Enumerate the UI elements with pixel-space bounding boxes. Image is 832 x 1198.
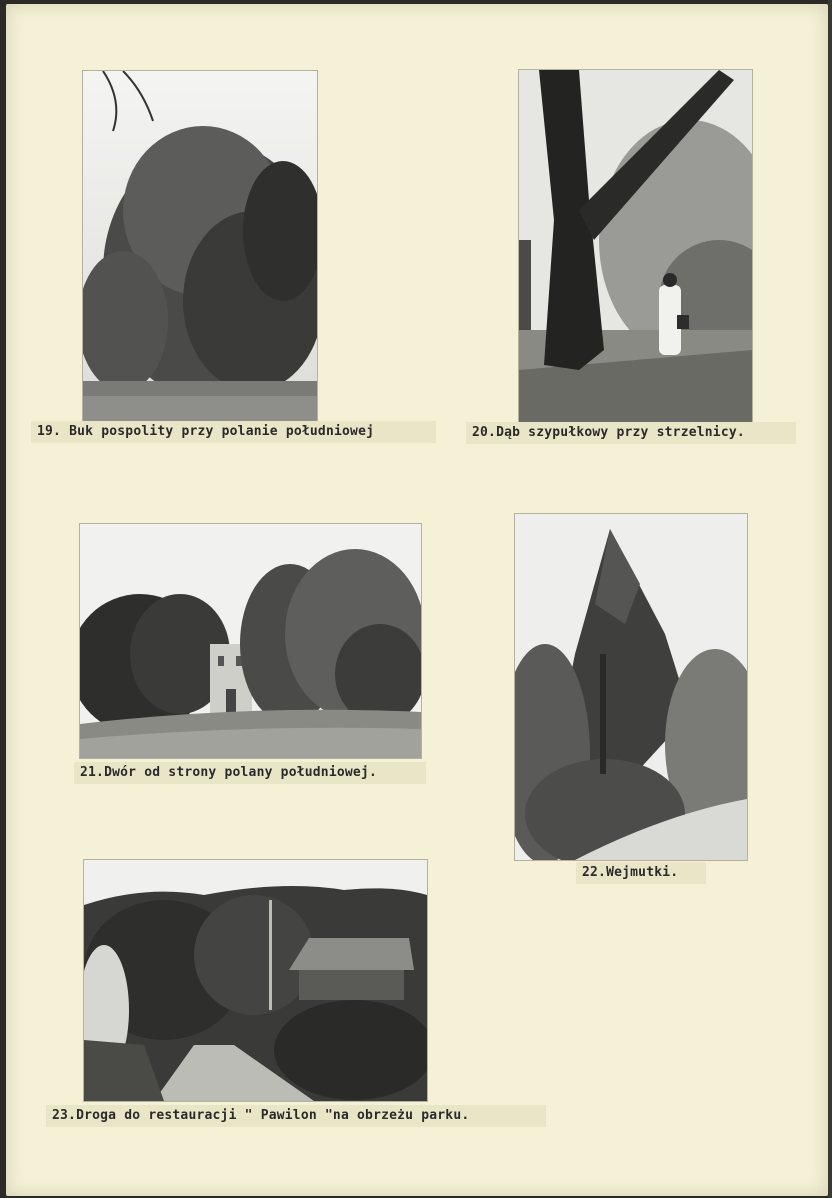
photo-20-oak-tree [519,70,752,424]
photo-23-road-pavilion [84,860,427,1101]
road-to-pavilion-photo-icon [84,860,427,1101]
page-edge [828,0,832,1198]
oak-tree-with-woman-photo-icon [519,70,752,424]
caption-19: 19. Buk pospolity przy polanie południowej [31,421,436,443]
white-pine-photo-icon [515,514,747,860]
photo-22-white-pine [515,514,747,860]
beech-tree-photo-icon [83,71,317,421]
caption-23: 23.Droga do restauracji " Pawilon "na obrzeżu parku. [46,1105,546,1127]
photo-19-beech-tree [83,71,317,421]
caption-21: 21.Dwór od strony polany południowej. [74,762,426,784]
photo-21-manor-house [80,524,421,758]
album-page [6,4,828,1196]
manor-house-meadow-photo-icon [80,524,421,758]
caption-20: 20.Dąb szypułkowy przy strzelnicy. [466,422,796,444]
caption-22: 22.Wejmutki. [576,862,706,884]
